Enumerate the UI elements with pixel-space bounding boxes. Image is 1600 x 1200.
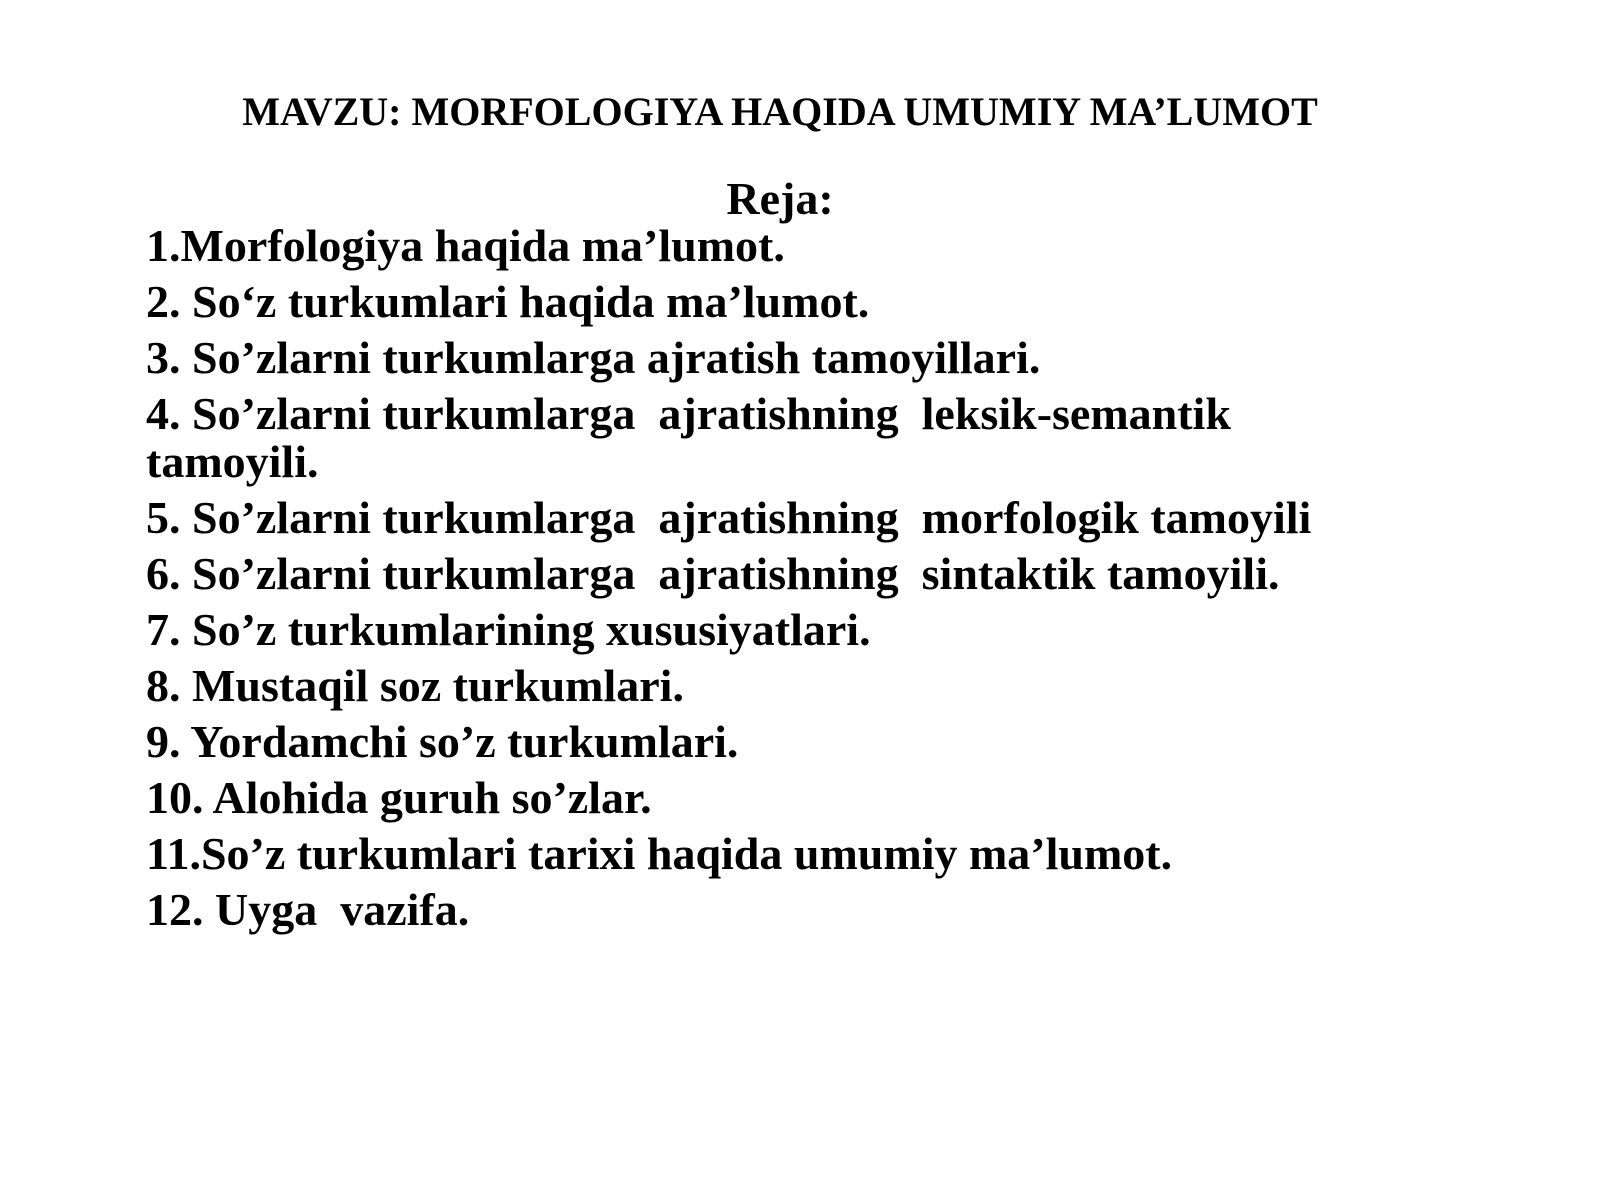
plan-item: 12. Uyga vazifa.	[146, 884, 470, 935]
plan-item: 3. So’zlarni turkumlarga ajratish tamoyillari.	[146, 332, 1041, 383]
plan-item: 10. Alohida guruh so’zlar.	[146, 772, 652, 823]
plan-list	[146, 222, 1406, 942]
plan-item: 6. So’zlarni turkumlarga ajratishning sintaktik tamoyili.	[146, 548, 1280, 599]
plan-heading: Reja:	[726, 173, 834, 224]
plan-item: 5. So’zlarni turkumlarga ajratishning morfologik tamoyili	[146, 492, 1312, 543]
plan-item: 2. So‘z turkumlari haqida ma’lumot.	[146, 276, 870, 327]
plan-item: 4. So’zlarni turkumlarga ajratishning leksik-semantik tamoyili.	[146, 388, 1243, 487]
plan-item: 9. Yordamchi so’z turkumlari.	[146, 716, 739, 767]
slide-title: MAVZU: MORFOLOGIYA HAQIDA UMUMIY MA’LUMOT	[242, 89, 1318, 134]
plan-item: 8. Mustaqil soz turkumlari.	[146, 660, 684, 711]
plan-item: 11.So’z turkumlari tarixi haqida umumiy ma’lumot.	[146, 828, 1173, 879]
plan-item: 1.Morfologiya haqida ma’lumot.	[146, 220, 785, 271]
plan-item: 7. So’z turkumlarining xususiyatlari.	[146, 604, 871, 655]
